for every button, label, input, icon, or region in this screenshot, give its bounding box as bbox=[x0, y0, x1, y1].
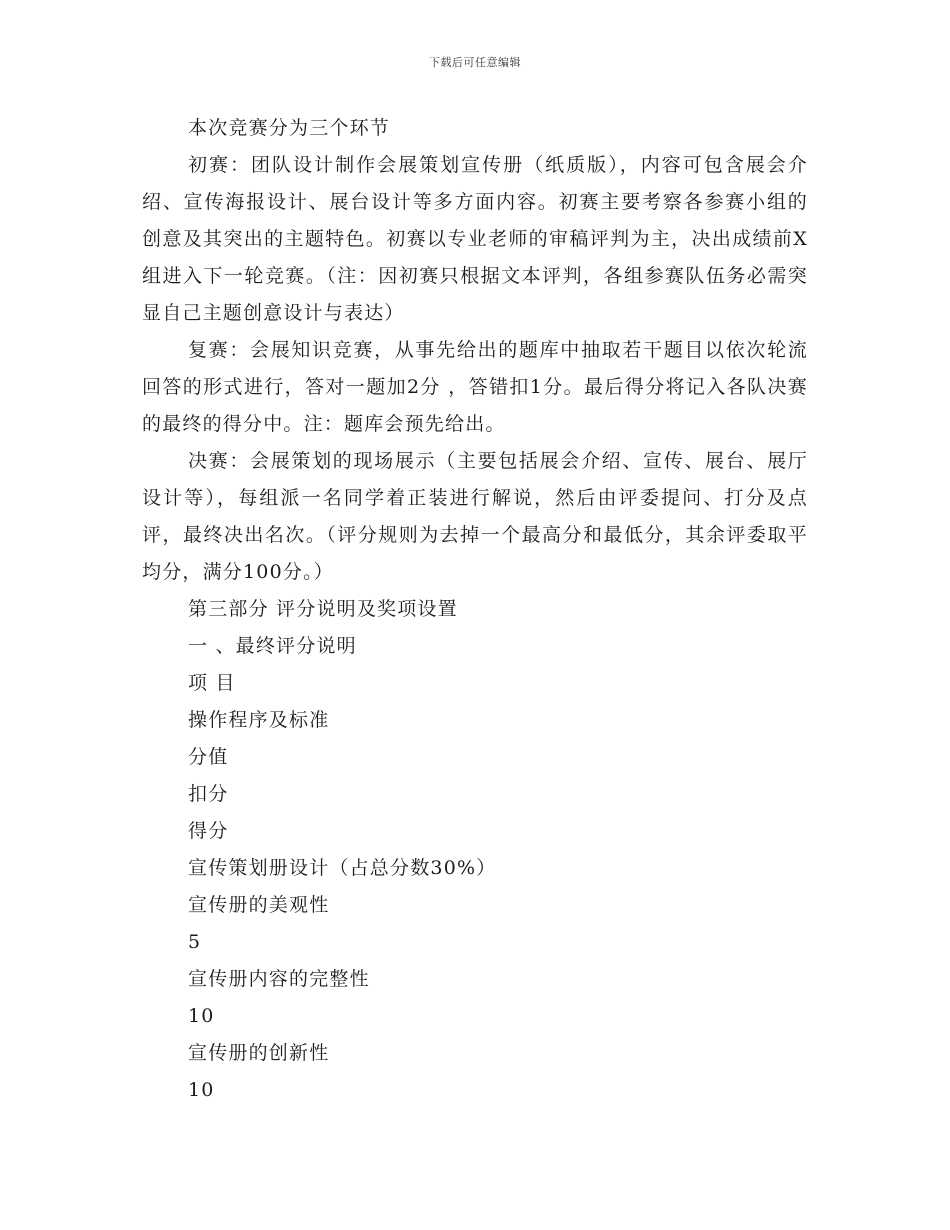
table-header-procedure: 操作程序及标准 bbox=[188, 709, 330, 731]
table-header-score: 得分 bbox=[188, 820, 229, 842]
table-row-innovation: 宣传册的创新性 bbox=[188, 1042, 330, 1064]
page-header-note: 下载后可任意编辑 bbox=[429, 56, 521, 69]
table-header-points: 分值 bbox=[188, 746, 229, 768]
table-row-aesthetics: 宣传册的美观性 bbox=[188, 894, 330, 916]
document-body bbox=[142, 110, 808, 1109]
paragraph-second-round: 复赛：会展知识竞赛，从事先给出的题库中抽取若干题目以依次轮流回答的形式进行，答对一题加2分 ，答错扣1分。最后得分将记入各队决赛的最终的得分中。注：题库会预先给出。 bbox=[142, 339, 808, 435]
table-header-deduction: 扣分 bbox=[188, 783, 229, 805]
table-row-aesthetics-points: 5 bbox=[188, 931, 202, 953]
paragraph-intro: 本次竞赛分为三个环节 bbox=[188, 117, 391, 139]
paragraph-preliminary-round: 初赛：团队设计制作会展策划宣传册（纸质版），内容可包含展会介绍、宣传海报设计、展台设计等多方面内容。初赛主要考察各参赛小组的创意及其突出的主题特色。初赛以专业老师的审稿评判为主，决出成绩前X组进入下一轮竞赛。（注：因初赛只根据文本评判，各组参赛队伍务必需突显自己主题创意设计与表达） bbox=[142, 154, 808, 324]
table-row-completeness: 宣传册内容的完整性 bbox=[188, 968, 370, 990]
table-row-innovation-points: 10 bbox=[188, 1079, 215, 1101]
section-heading-part-three: 第三部分 评分说明及奖项设置 bbox=[188, 598, 458, 620]
table-category-brochure: 宣传策划册设计（占总分数30%） bbox=[188, 857, 497, 879]
table-header-item: 项 目 bbox=[188, 672, 236, 694]
paragraph-final-round: 决赛：会展策划的现场展示（主要包括展会介绍、宣传、展台、展厅设计等），每组派一名同学着正装进行解说，然后由评委提问、打分及点评，最终决出名次。（评分规则为去掉一个最高分和最低分，其余评委取平均分，满分100分。） bbox=[142, 450, 808, 583]
subsection-heading-scoring: 一 、最终评分说明 bbox=[188, 635, 357, 657]
table-row-completeness-points: 10 bbox=[188, 1005, 215, 1027]
